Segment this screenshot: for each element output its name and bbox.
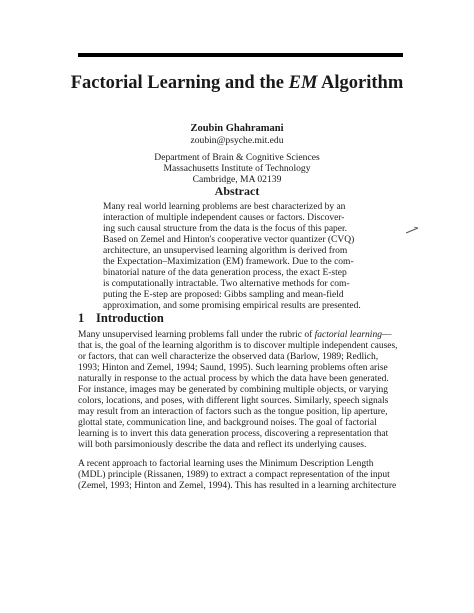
abstract-line: puting the E-step are proposed: Gibbs sampling and mean-field bbox=[103, 290, 344, 300]
section-heading bbox=[78, 311, 164, 325]
section-title: Introduction bbox=[96, 311, 164, 325]
intro-line: glottal state, communication line, and background noises. The goal of factorial bbox=[78, 418, 377, 428]
intro-line: For instance, images may be generated by combining multiple objects, or varying bbox=[78, 385, 388, 395]
intro-line: that is, the goal of the learning algorithm is to discover multiple independent causes, bbox=[78, 341, 398, 351]
abstract-line: ing such causal structure from the data is the focus of this paper. bbox=[103, 224, 348, 234]
abstract-line: binatorial nature of the data generation process, the exact E-step bbox=[103, 268, 347, 278]
affiliation-line: Cambridge, MA 02139 bbox=[192, 174, 282, 185]
intro-line: (MDL) principle (Rissanen, 1989) to extract a compact representation of the input bbox=[78, 470, 390, 480]
intro-line: may result from an interaction of factors such as the tongue position, lip aperture, bbox=[78, 407, 388, 417]
abstract-line: approximation, and some promising empirical results are presented. bbox=[103, 301, 361, 311]
intro-line: 1993; Hinton and Zemel, 1994; Saund, 1995). Such learning problems often arise bbox=[78, 363, 388, 373]
author-name: Zoubin Ghahramani bbox=[190, 123, 284, 134]
abstract-line: Based on Zemel and Hinton's cooperative vector quantizer (CVQ) bbox=[103, 235, 355, 245]
abstract-line: interaction of multiple independent causes or factors. Discover- bbox=[103, 213, 345, 223]
affiliation-line: Massachusetts Institute of Technology bbox=[163, 163, 311, 174]
intro-line-suffix: — bbox=[381, 330, 392, 340]
abstract-heading: Abstract bbox=[214, 184, 260, 198]
title-prefix: Factorial Learning and the bbox=[70, 73, 289, 93]
title-suffix: Algorithm bbox=[317, 73, 404, 93]
affiliation-line: Department of Brain & Cognitive Sciences bbox=[154, 152, 320, 163]
intro-line: (Zemel, 1993; Hinton and Zemel, 1994). This has resulted in a learning architecture bbox=[78, 481, 397, 491]
intro-line bbox=[78, 330, 398, 341]
author-email: zoubin@psyche.mit.edu bbox=[190, 135, 284, 146]
intro-line: learning is to invert this data generation process, discovering a representation that bbox=[78, 429, 389, 439]
abstract-line: Many real world learning problems are best characterized by an bbox=[103, 202, 346, 212]
title-rule bbox=[78, 53, 403, 57]
intro-line: colors, locations, and poses, with different light sources. Similarly, speech signals bbox=[78, 396, 389, 406]
paper-title bbox=[0, 72, 474, 94]
title-em: EM bbox=[288, 73, 318, 93]
intro-line: naturally in response to the actual process by which the data have been generated. bbox=[78, 374, 389, 384]
margin-pen-mark bbox=[405, 226, 419, 234]
intro-line: will both parsimoniously describe the data and reflect its underlying causes. bbox=[78, 440, 367, 450]
abstract-line: architecture, an unsupervised learning algorithm is derived from bbox=[103, 246, 348, 256]
intro-line-em: factorial learning bbox=[314, 330, 382, 340]
abstract-line: is computationally intractable. Two alternative methods for com- bbox=[103, 279, 350, 289]
intro-line: A recent approach to factorial learning uses the Minimum Description Length bbox=[78, 459, 374, 469]
abstract-line: the Expectation–Maximization (EM) framework. Due to the com- bbox=[103, 257, 354, 267]
intro-line: or factors, that can well characterize the observed data (Barlow, 1989; Redlich, bbox=[78, 352, 379, 362]
intro-line-prefix: Many unsupervised learning problems fall under the rubric of bbox=[78, 330, 315, 340]
section-number: 1 bbox=[78, 311, 85, 325]
